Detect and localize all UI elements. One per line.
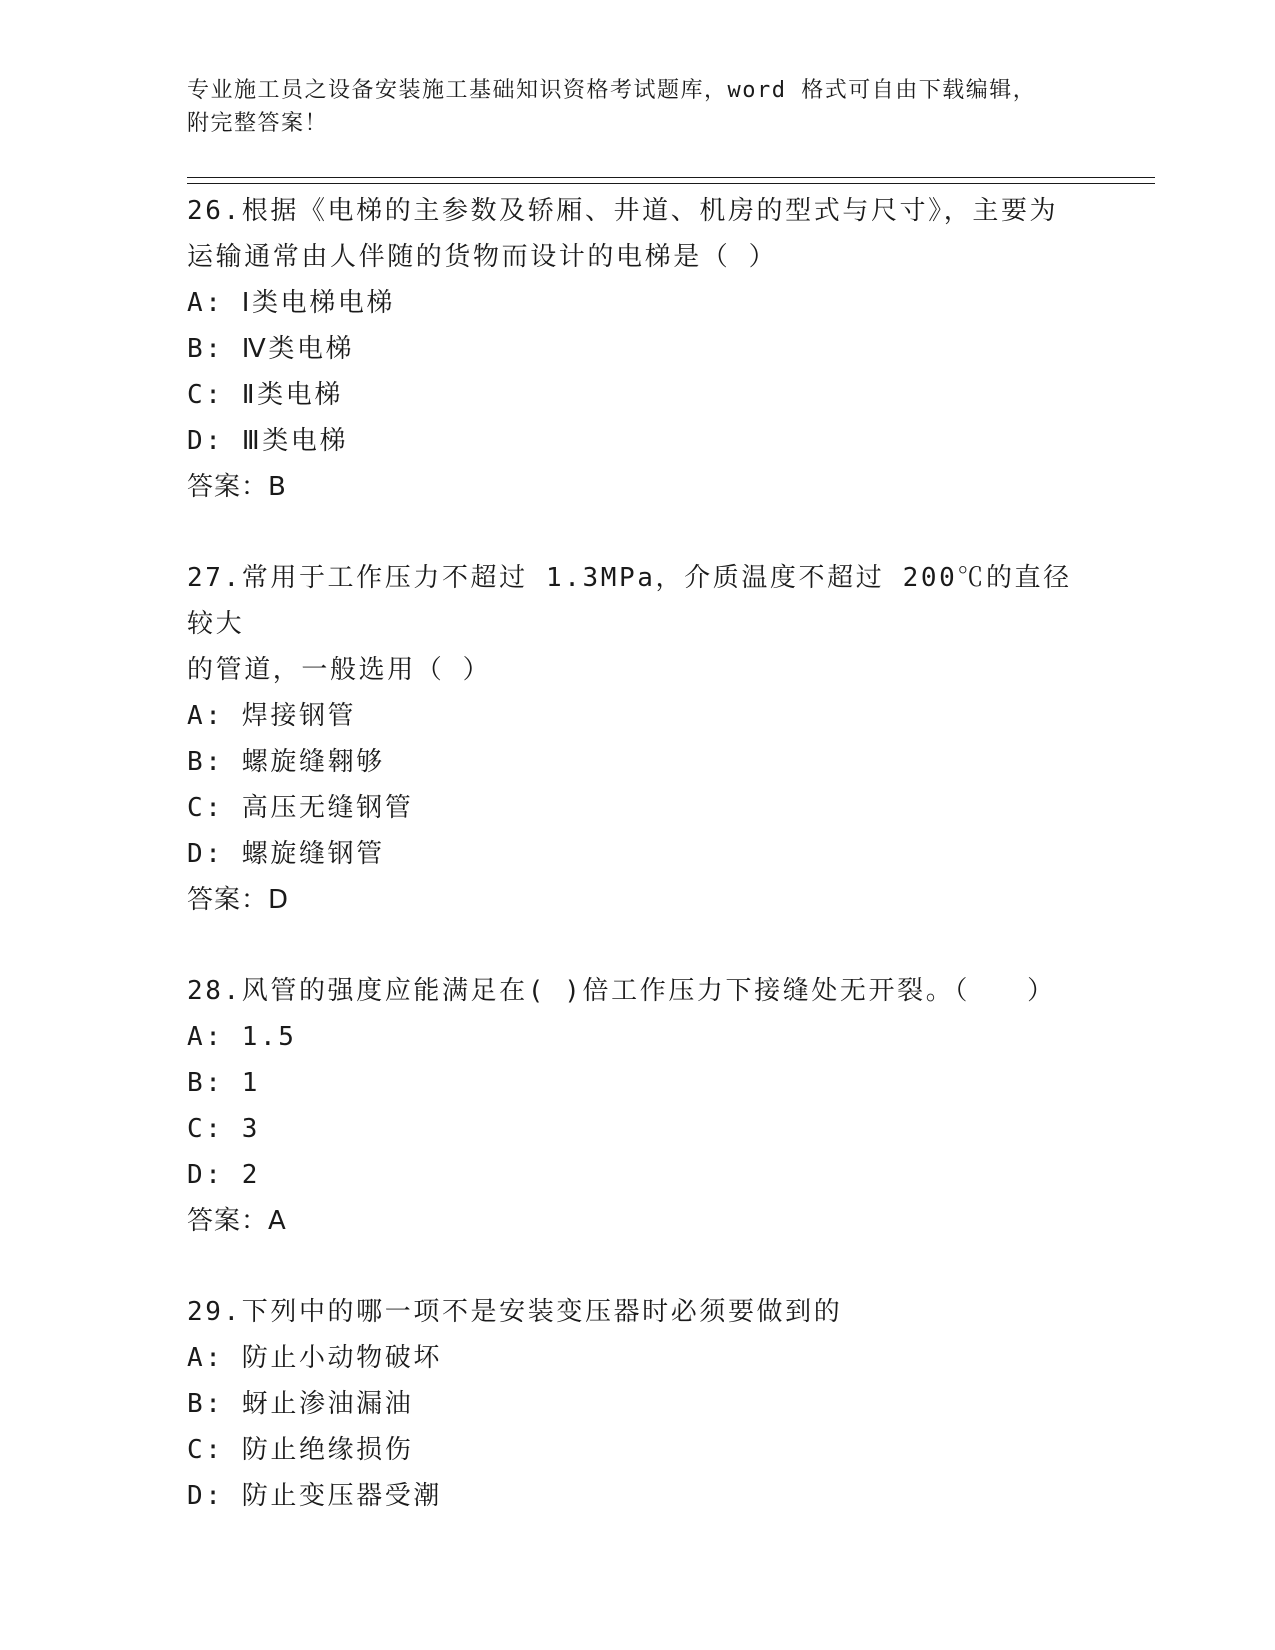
option-c: C: Ⅱ类电梯 bbox=[187, 380, 343, 410]
question-stem-line: 的管道，一般选用（ ） bbox=[187, 655, 492, 685]
option-b: B: 蚜止渗油漏油 bbox=[187, 1389, 414, 1419]
option-a: A: 焊接钢管 bbox=[187, 701, 357, 731]
header-divider-bottom bbox=[187, 183, 1155, 184]
question-list bbox=[187, 188, 1087, 1519]
option-d: D: 螺旋缝钢管 bbox=[187, 839, 385, 869]
answer: 答案：B bbox=[187, 472, 287, 502]
question-stem-line: 27.常用于工作压力不超过 1.3MPa，介质温度不超过 200℃的直径较大 bbox=[187, 563, 1072, 639]
question-26 bbox=[187, 188, 1087, 510]
option-c: C: 防止绝缘损伤 bbox=[187, 1435, 414, 1465]
option-a: A: 1.5 bbox=[187, 1022, 297, 1052]
header-divider-top bbox=[187, 177, 1155, 178]
option-b: B: Ⅳ类电梯 bbox=[187, 334, 355, 364]
question-stem-line: 28.风管的强度应能满足在( )倍工作压力下接缝处无开裂。（ ） bbox=[187, 976, 1056, 1006]
option-a: A: Ⅰ类电梯电梯 bbox=[187, 288, 396, 318]
answer: 答案：A bbox=[187, 1206, 287, 1236]
option-c: C: 高压无缝钢管 bbox=[187, 793, 414, 823]
question-stem-line: 29.下列中的哪一项不是安装变压器时必须要做到的 bbox=[187, 1297, 843, 1327]
option-d: D: Ⅲ类电梯 bbox=[187, 426, 349, 456]
document-header bbox=[187, 74, 1067, 140]
option-b: B: 螺旋缝翱够 bbox=[187, 747, 385, 777]
option-c: C: 3 bbox=[187, 1114, 261, 1144]
question-spacer bbox=[187, 510, 1087, 555]
answer: 答案：D bbox=[187, 885, 290, 915]
question-28 bbox=[187, 968, 1087, 1244]
question-stem-line: 运输通常由人伴随的货物而设计的电梯是（ ） bbox=[187, 242, 778, 272]
header-line-1: 专业施工员之设备安装施工基础知识资格考试题库，word 格式可自由下载编辑， bbox=[187, 78, 1037, 103]
option-b: B: 1 bbox=[187, 1068, 261, 1098]
option-d: D: 2 bbox=[187, 1160, 261, 1190]
question-29 bbox=[187, 1289, 1087, 1519]
option-d: D: 防止变压器受潮 bbox=[187, 1481, 442, 1511]
question-stem-line: 26.根据《电梯的主参数及轿厢、井道、机房的型式与尺寸》，主要为 bbox=[187, 196, 1059, 226]
question-spacer bbox=[187, 923, 1087, 968]
question-spacer bbox=[187, 1244, 1087, 1289]
question-27 bbox=[187, 555, 1087, 923]
option-a: A: 防止小动物破坏 bbox=[187, 1343, 442, 1373]
header-line-2: 附完整答案！ bbox=[187, 111, 329, 136]
